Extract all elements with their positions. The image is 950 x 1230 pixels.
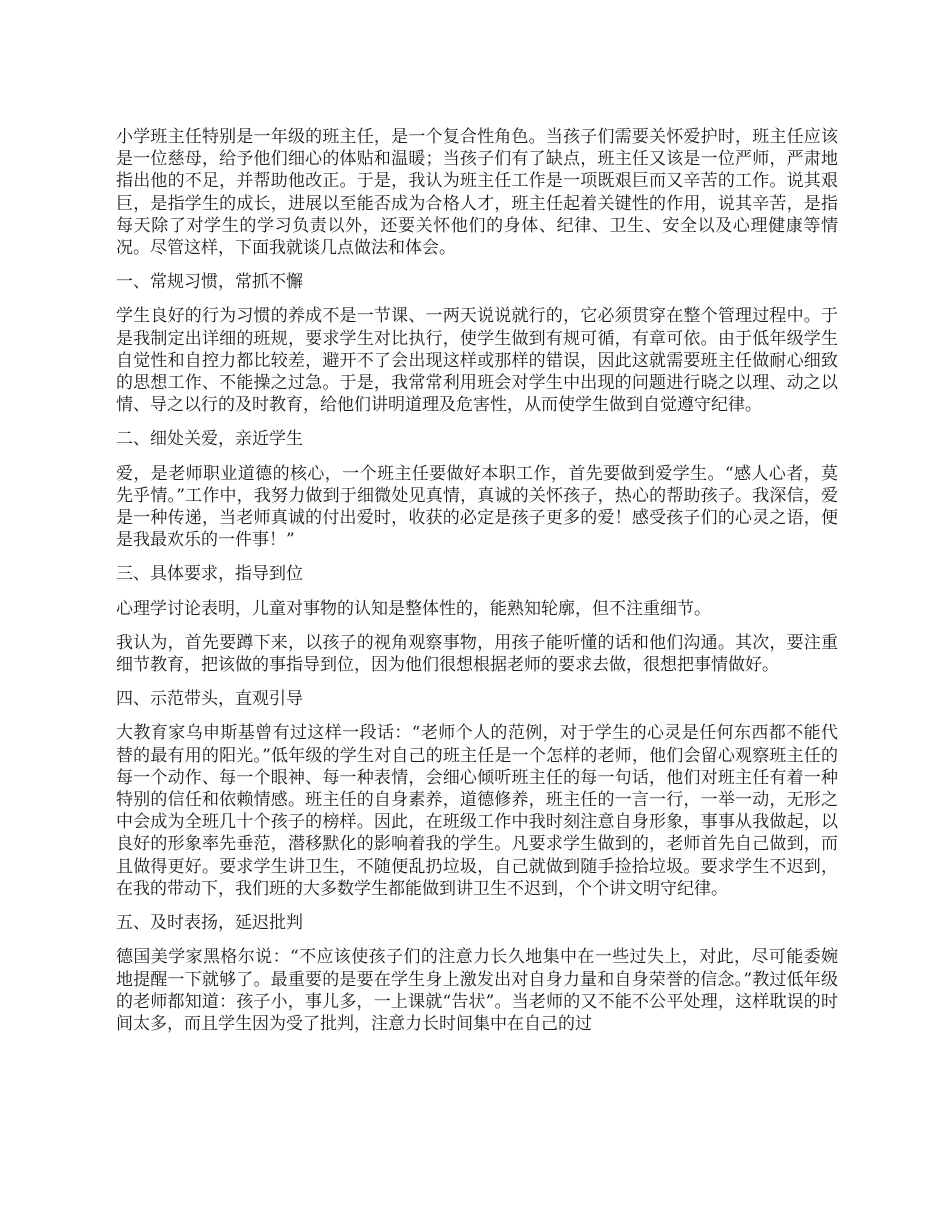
section-heading-5: 五、及时表扬，延迟批判: [116, 913, 303, 934]
section-1-paragraph: 学生良好的行为习惯的养成不是一节课、一两天说说就行的，它必须贯穿在整个管理过程中。于是我制定出详细的班规，要求学生对比执行，使学生做到有规可循，有章可依。由于低年级学生自觉性和自控力都比较差，避开不了会出现这样或那样的错误，因此这就需要班主任做耐心细致的思想工作、不能操之过急。于是，我常常利用班会对学生中出现的问题进行晓之以理、动之以情、导之以行的及时教育，给他们讲明道理及危害性，从而使学生做到自觉遵守纪律。: [116, 306, 838, 416]
section-heading-1: 一、常规习惯，常抓不懈: [116, 272, 303, 293]
section-heading-3: 三、具体要求，指导到位: [116, 564, 303, 585]
section-2-paragraph: 爱，是老师职业道德的核心，一个班主任要做好本职工作，首先要做到爱学生。“感人心者，莫先乎情。”工作中，我努力做到于细微处见真情，真诚的关怀孩子，热心的帮助孩子。我深信，爱是一种传递，当老师真诚的付出爱时，收获的必定是孩子更多的爱！感受孩子们的心灵之语，便是我最欢乐的一件事！”: [116, 463, 838, 551]
section-heading-2: 二、细处关爱，亲近学生: [116, 429, 303, 450]
section-heading-4: 四、示范带头，直观引导: [116, 689, 303, 710]
document-page: [116, 126, 838, 1047]
intro-paragraph: 小学班主任特别是一年级的班主任，是一个复合性角色。当孩子们需要关怀爱护时，班主任应该是一位慈母，给予他们细心的体贴和温暖；当孩子们有了缺点，班主任又该是一位严师，严肃地指出他的不足，并帮助他改正。于是，我认为班主任工作是一项既艰巨而又辛苦的工作。说其艰巨，是指学生的成长，进展以至能否成为合格人才，班主任起着关键性的作用，说其辛苦，是指每天除了对学生的学习负责以外，还要关怀他们的身体、纪律、卫生、安全以及心理健康等情况。尽管这样，下面我就谈几点做法和体会。: [116, 127, 838, 259]
section-5-paragraph: 德国美学家黑格尔说：“不应该使孩子们的注意力长久地集中在一些过失上，对此，尽可能委婉地提醒一下就够了。最重要的是要在学生身上激发出对自身力量和自身荣誉的信念。”教过低年级的老师都知道：孩子小，事儿多，一上课就“告状”。当老师的又不能不公平处理，这样耽误的时间太多，而且学生因为受了批判，注意力长时间集中在自己的过: [116, 947, 838, 1034]
section-3-paragraph-2: 我认为，首先要蹲下来，以孩子的视角观察事物，用孩子能听懂的话和他们沟通。其次，要注重细节教育，把该做的事指导到位，因为他们很想根据老师的要求去做，很想把事情做好。: [116, 632, 838, 676]
section-3-paragraph-1: 心理学讨论表明，儿童对事物的认知是整体性的，能熟知轮廓，但不注重细节。: [116, 598, 711, 619]
section-4-paragraph: 大教育家乌申斯基曾有过这样一段话：“老师个人的范例，对于学生的心灵是任何东西都不能代替的最有用的阳光。”低年级的学生对自己的班主任是一个怎样的老师，他们会留心观察班主任的每一个动作、每一个眼神、每一种表情，会细心倾听班主任的每一句话，他们对班主任有着一种特别的信任和依赖情感。班主任的自身素养，道德修养，班主任的一言一行，一举一动，无形之中会成为全班几十个孩子的榜样。因此，在班级工作中我时刻注意自身形象，事事从我做起，以良好的形象率先垂范，潜移默化的影响着我的学生。凡要求学生做到的，老师首先自己做到，而且做得更好。要求学生讲卫生，不随便乱扔垃圾，自己就做到随手捡拾垃圾。要求学生不迟到，在我的带动下，我们班的大多数学生都能做到讲卫生不迟到，个个讲文明守纪律。: [116, 723, 838, 899]
